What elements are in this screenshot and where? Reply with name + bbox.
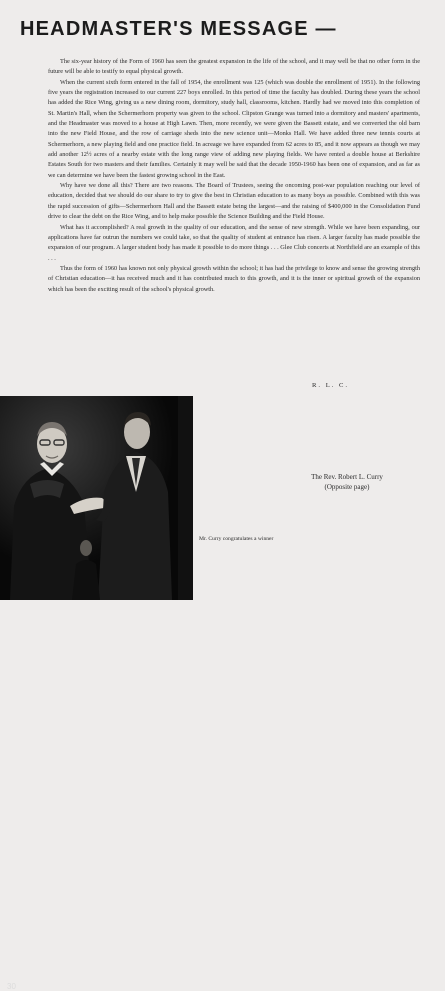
- page-number: 30: [7, 982, 16, 991]
- signature-initials: R. L. C.: [312, 382, 350, 389]
- paragraph-2: When the current sixth form entered in the fall of 1954, the enrollment was 125 (which was double the enrollment of 1951). In the following five years the registration increased to our current 227 boys enrolled. In this period of time the faculty has doubled. During these years the school has added the Rice Wing, giving us a new dining room, dormitory, study hall, classrooms, kitchen. Hardly had we moved into this completion of St. Martin's Hall, when the Schermerhorn property was given to the school. Clipston Grange was turned into a dormitory and masters' apartments, and the Headmaster was moved to a house at High Lawn. Then, more recently, we were given the Bassett estate, and we converted the old barn into the new Field House, and the row of carriage sheds into the new science unit—Monks Hall. We have added three new tennis courts at Schermerhorn, a new playing field and one practice field. In acreage we have expanded from 62 acres to 85, and it now appears as though we may add another 12½ acres of a nearby estate with the long range view of adding new playing fields. We have rented a double house at Berkshire Estates South for two masters and their families. Certainly it may well be said that the decade 1950-1960 has been one of expansion, and as far as we can determine we have been the fastest growing school in the East.: [48, 78, 420, 179]
- portrait-caption-name: The Rev. Robert L. Curry: [311, 473, 383, 481]
- paragraph-3: Why have we done all this? There are two reasons. The Board of Trustees, seeing the oncoming post-war population reaching our level of education, decided that we should do our share to try to give the best in Christian education to as many boys as possible. Combined with this was the rapid succession of gifts—Schermerhorn Hall and the Bassett estate being the largest—and the raising of $400,000 in the Consolidation Fund drive to clear the debt on the Rice Wing, and to help make possible the Science Building and the Field House.: [48, 182, 420, 221]
- paragraph-4: What has it accomplished? A real growth in the quality of our education, and the sense of new strength. While we have been expanding, our applications have far outrun the numbers we could take, so that the quality of student at entrance has risen. A larger faculty has made possible the expansion of our program. A larger student body has made it possible to do more things . . . Glee Club concerts at Northfield are an example of this . . .: [48, 223, 420, 262]
- paragraph-5: Thus the form of 1960 has known not only physical growth within the school; it has had the privilege to know and sense the growing strength of Christian education—it has received much and it has contributed much to this growth, and it is the inner or spiritual growth of the expansion which has been the exciting result of the school's physical growth.: [48, 264, 420, 293]
- photo-caption: Mr. Curry congratulates a winner: [199, 536, 274, 542]
- paragraph-1: The six-year history of the Form of 1960 has seen the greatest expansion in the life of the school, and it may well be that no other form in the future will be able to testify to equal physical growth.: [48, 58, 420, 76]
- award-photo: [0, 396, 193, 991]
- portrait-caption: [292, 472, 402, 492]
- message-body: [48, 57, 420, 295]
- photo-scene: [0, 396, 193, 600]
- portrait-caption-note: (Opposite page): [324, 483, 370, 491]
- page-heading: HEADMASTER'S MESSAGE —: [20, 18, 337, 40]
